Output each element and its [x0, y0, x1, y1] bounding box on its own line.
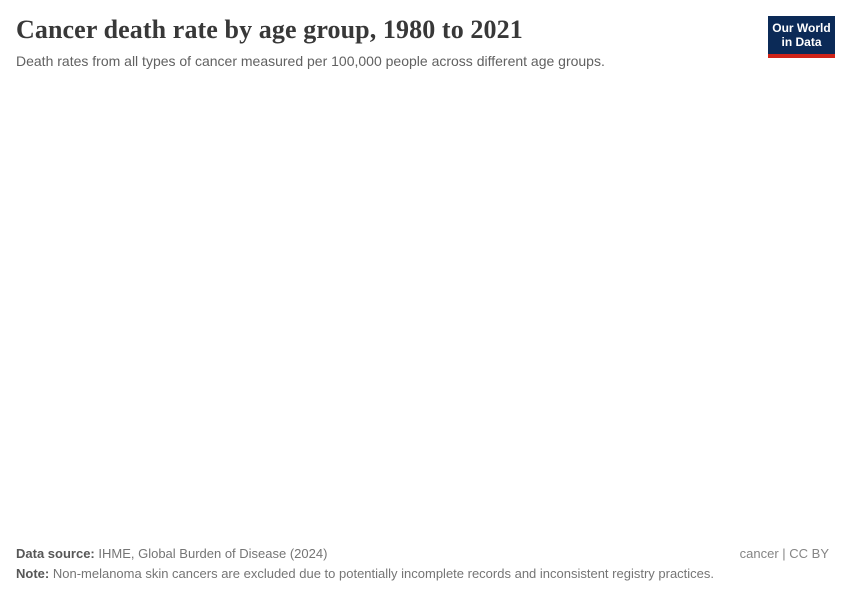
chart-footer	[16, 544, 829, 584]
note-line	[16, 564, 829, 584]
owid-logo-line2: in Data	[781, 35, 822, 49]
data-source-line	[16, 544, 327, 564]
owid-logo[interactable]	[768, 16, 835, 58]
note-label: Note:	[16, 566, 50, 581]
page-title: Cancer death rate by age group, 1980 to 2021	[16, 15, 523, 44]
data-source-value[interactable]: IHME, Global Burden of Disease (2024)	[98, 546, 328, 561]
license-link[interactable]: cancer | CC BY	[739, 546, 829, 561]
data-source-label: Data source:	[16, 546, 95, 561]
chart-header	[16, 14, 755, 70]
owid-logo-line1: Our World	[772, 20, 831, 35]
footer-row-1	[16, 544, 829, 564]
note-value: Non-melanoma skin cancers are excluded due to potentially incomplete records and inconsistent registry practices.	[52, 566, 715, 581]
page-subtitle: Death rates from all types of cancer measured per 100,000 people across different age groups.	[16, 53, 605, 70]
chart-plot-area	[0, 86, 850, 538]
